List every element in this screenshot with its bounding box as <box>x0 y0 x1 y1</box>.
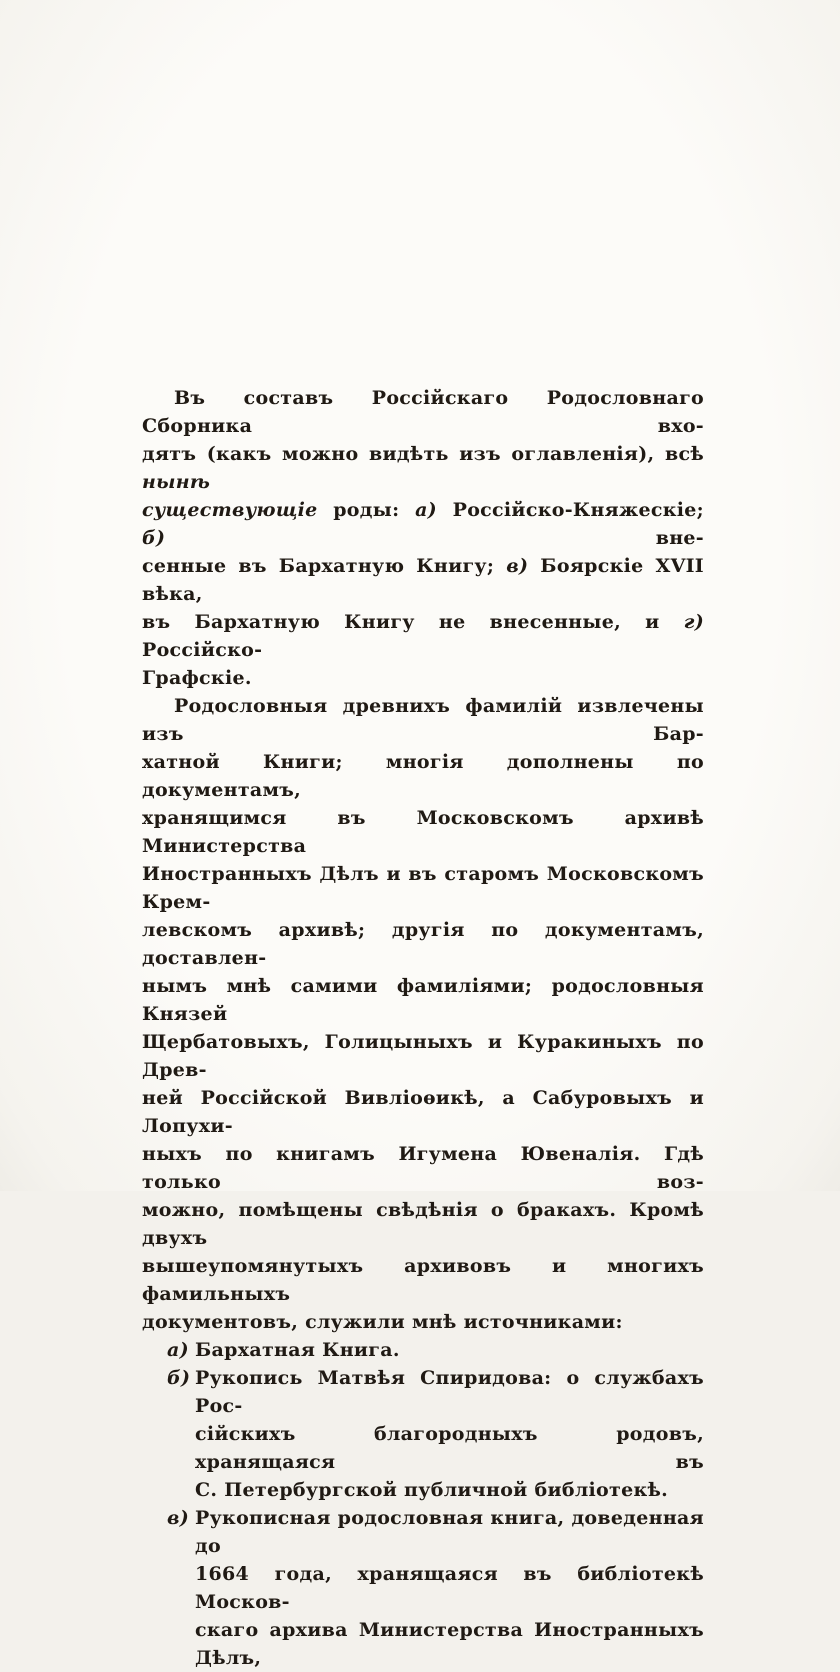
list-marker: а) <box>167 1339 189 1361</box>
paragraph <box>142 692 704 1336</box>
text-line <box>142 664 704 692</box>
text-line <box>195 1504 704 1560</box>
text-segment: Графскіе. <box>142 667 252 689</box>
list-item-text <box>195 1364 704 1504</box>
text-line <box>142 552 704 608</box>
text-line <box>142 1196 704 1252</box>
list-marker: в) <box>167 1507 190 1529</box>
text-segment: роды: <box>317 499 416 521</box>
text-line <box>195 1616 704 1672</box>
text-segment: ней Россійской Вивліоѳикѣ, а Сабуровыхъ и Лопухи- <box>142 1087 704 1137</box>
text-line <box>142 916 704 972</box>
text-block <box>142 384 704 1672</box>
text-segment: въ Бархатную Книгу не внесенные, и <box>142 611 684 633</box>
text-segment: дятъ (какъ можно видѣть изъ оглавленія), всѣ <box>142 443 704 465</box>
text-segment: Бархатная Книга. <box>195 1339 400 1361</box>
text-segment: сенные въ Бархатную Книгу; <box>142 555 507 577</box>
text-line <box>142 496 704 552</box>
list-item <box>142 1336 704 1364</box>
text-line <box>142 804 704 860</box>
italic-text-segment: нынѣ <box>142 471 211 493</box>
list-item <box>142 1364 704 1504</box>
text-line <box>195 1420 704 1476</box>
italic-text-segment: б) <box>142 527 166 549</box>
text-segment: Родословныя древнихъ фамилій извлечены изъ Бар- <box>142 695 704 745</box>
text-segment: Иностранныхъ Дѣлъ и въ старомъ Московскомъ Крем- <box>142 863 704 913</box>
text-line <box>195 1476 704 1504</box>
text-line <box>142 1084 704 1140</box>
text-line <box>195 1560 704 1616</box>
text-segment: Щербатовыхъ, Голицыныхъ и Куракиныхъ по Древ- <box>142 1031 704 1081</box>
text-line <box>142 1252 704 1308</box>
text-segment: документовъ, служили мнѣ источниками: <box>142 1311 623 1333</box>
italic-text-segment: а) <box>415 499 437 521</box>
text-segment: скаго архива Министерства Иностранныхъ Дѣлъ, <box>195 1619 704 1669</box>
text-segment: Въ составъ Россійскаго Родословнаго Сборника вхо- <box>142 387 704 437</box>
text-line <box>142 1308 704 1336</box>
text-segment: можно, помѣщены свѣдѣнія о бракахъ. Кромѣ двухъ <box>142 1199 704 1249</box>
text-segment: нымъ мнѣ самими фамиліями; родословныя Князей <box>142 975 704 1025</box>
text-segment: Россійско-Княжескіе; <box>436 499 704 521</box>
text-line <box>142 608 704 664</box>
italic-text-segment: существующіе <box>142 499 318 521</box>
text-segment: сійскихъ благородныхъ родовъ, хранящаяся въ <box>195 1423 704 1473</box>
text-segment: хатной Книги; многія дополнены по документамъ, <box>142 751 704 801</box>
list-item-text <box>195 1336 704 1364</box>
text-line <box>142 860 704 916</box>
text-segment: 1664 года, хранящаяся въ библіотекѣ Москов- <box>195 1563 704 1613</box>
text-segment: Рукописная родословная книга, доведенная до <box>195 1507 704 1557</box>
text-segment: левскомъ архивѣ; другія по документамъ, доставлен- <box>142 919 704 969</box>
text-segment: Россійско- <box>142 639 263 661</box>
text-segment: ныхъ по книгамъ Игумена Ювеналія. Гдѣ только воз- <box>142 1143 704 1193</box>
text-line <box>142 748 704 804</box>
text-line <box>142 972 704 1028</box>
text-segment: Рукопись Матвѣя Спиридова: о службахъ Рос- <box>195 1367 704 1417</box>
text-line <box>142 1028 704 1084</box>
italic-text-segment: в) <box>506 555 529 577</box>
text-line <box>142 692 704 748</box>
paragraph <box>142 384 704 692</box>
text-segment: С. Петербургской публичной библіотекѣ. <box>195 1479 669 1501</box>
italic-text-segment: г) <box>683 611 704 633</box>
list-item <box>142 1504 704 1672</box>
list-item-text <box>195 1504 704 1672</box>
text-line <box>195 1336 704 1364</box>
text-line <box>142 1140 704 1196</box>
text-line <box>195 1364 704 1420</box>
text-segment: вне- <box>165 527 704 549</box>
text-line <box>142 440 704 496</box>
list-marker: б) <box>167 1367 191 1389</box>
text-segment: хранящимся въ Московскомъ архивѣ Министерства <box>142 807 704 857</box>
text-line <box>142 384 704 440</box>
text-segment: Боярскіе XVII вѣка, <box>142 555 704 605</box>
text-segment: вышеупомянутыхъ архивовъ и многихъ фамильныхъ <box>142 1255 704 1305</box>
